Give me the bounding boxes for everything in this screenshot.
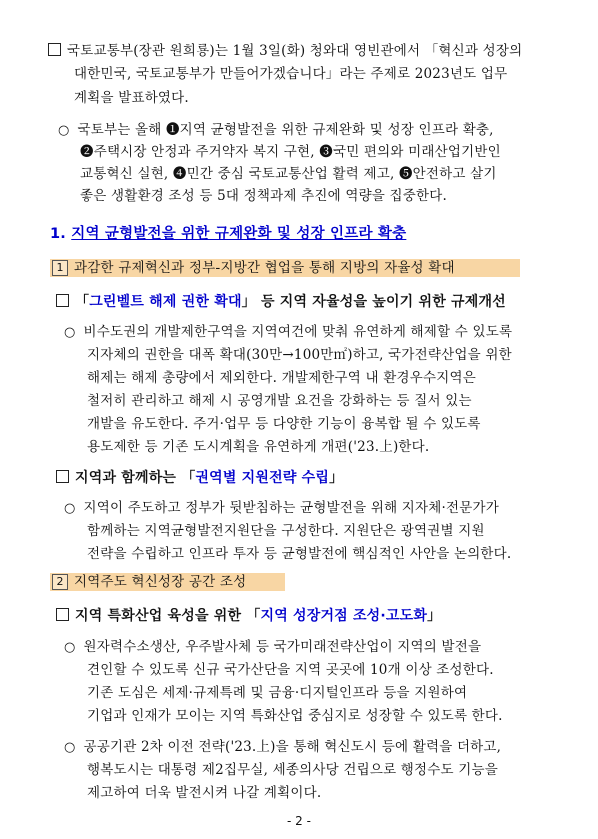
item-3-body-2: 견인할 수 있도록 신규 국가산단을 지역 곳곳에 10개 이상 조성한다. [87, 662, 494, 678]
page-number: - 2 - [287, 814, 311, 828]
overview-line-1: ○ 국토부는 올해 ❶지역 균형발전을 위한 규제완화 및 성장 인프라 확충, [58, 122, 494, 138]
item-3-body-7: 제고하여 더욱 발전시켜 나갈 계획이다. [87, 785, 322, 801]
item-2-heading: 지역과 함께하는 「권역별 지원전략 수립」 [56, 469, 343, 487]
sub-2-number: 2 [52, 574, 68, 590]
checkbox-square-icon [56, 294, 69, 307]
item-1-body-6: 용도제한 등 기존 도시계획을 유연하게 개편('23.上)한다. [87, 439, 430, 455]
item-2-body-2: 함께하는 지역균형발전지원단을 구성한다. 지원단은 광역권별 지원 [87, 523, 485, 539]
item-3-body-6: 행복도시는 대통령 제2집무실, 세종의사당 건립으로 행정수도 기능을 [87, 762, 498, 778]
item-1-body-3: 해제는 해제 총량에서 제외한다. 개발제한구역 내 환경우수지역은 [87, 370, 476, 386]
item-1-body-1: ○ 비수도권의 개발제한구역을 지역여건에 맞춰 유연하게 해제할 수 있도록 [64, 324, 513, 340]
sub-2-title: 지역주도 혁신성장 공간 조성 [74, 574, 247, 590]
bullet-circle-icon: ○ [58, 123, 70, 138]
item-3-body-5: ○ 공공기관 2차 이전 전략('23.上)을 통해 혁신도시 등에 활력을 더하고, [64, 739, 502, 755]
bullet-circle-icon: ○ [64, 325, 76, 340]
intro-line-2: 대한민국, 국토교통부가 만들어가겠습니다」라는 주제로 2023년도 업무 [74, 66, 508, 82]
item-3-body-4: 기업과 인재가 모이는 지역 특화산업 중심지로 성장할 수 있도록 한다. [87, 708, 503, 724]
item-2-body-1: ○ 지역이 주도하고 정부가 뒷받침하는 균형발전을 위해 지자체·전문가가 [64, 500, 499, 516]
bullet-circle-icon: ○ [64, 640, 76, 655]
item-1-body-2: 지자체의 권한을 대폭 확대(30만→100만㎡)하고, 국가전략산업을 위한 [87, 347, 512, 363]
bullet-circle-icon: ○ [64, 501, 76, 516]
overview-line-3: 교통혁신 실현, ❹민간 중심 국토교통산업 활력 제고, ❺안전하고 살기 [80, 166, 497, 182]
checkbox-square-icon [48, 43, 61, 56]
item-1-heading: 「그린벨트 해제 권한 확대」 등 지역 자율성을 높이기 위한 규제개선 [56, 293, 506, 311]
item-3-body-3: 기존 도심은 세제·규제특례 및 금융·디지털인프라 등을 지원하여 [87, 685, 468, 701]
intro-line-1: 국토교통부(장관 원희룡)는 1월 3일(화) 청와대 영빈관에서 「혁신과 성장의 [48, 42, 522, 60]
item-2-body-3: 전략을 수립하고 인프라 투자 등 균형발전에 핵심적인 사안을 논의한다. [87, 546, 512, 562]
item-1-body-5: 개발을 유도한다. 주거·업무 등 다양한 기능이 융복합 될 수 있도록 [87, 416, 481, 432]
overview-line-4: 좋은 생활환경 조성 등 5대 정책과제 추진에 역량을 집중한다. [80, 188, 447, 204]
item-3-heading: 지역 특화산업 육성을 위한 「지역 성장거점 조성·고도화」 [56, 607, 441, 625]
item-3-body-1: ○ 원자력수소생산, 우주발사체 등 국가미래전략산업이 지역의 발전을 [64, 639, 482, 655]
item-1-body-4: 철저히 관리하고 해제 시 공영개발 요건을 강화하는 등 질서 있는 [87, 393, 472, 409]
sub-1-title: 과감한 규제혁신과 정부-지방간 협업을 통해 지방의 자율성 확대 [74, 260, 455, 276]
bullet-circle-icon: ○ [64, 740, 76, 755]
intro-line-3: 계획을 발표하였다. [74, 90, 189, 106]
checkbox-square-icon [56, 470, 69, 483]
section-1-title: 1. 지역 균형발전을 위한 규제완화 및 성장 인프라 확충 [50, 226, 407, 242]
checkbox-square-icon [56, 608, 69, 621]
sub-1-number: 1 [52, 260, 68, 276]
overview-line-2: ❷주택시장 안정과 주거약자 복지 구현, ❸국민 편의와 미래산업기반인 [80, 144, 501, 160]
